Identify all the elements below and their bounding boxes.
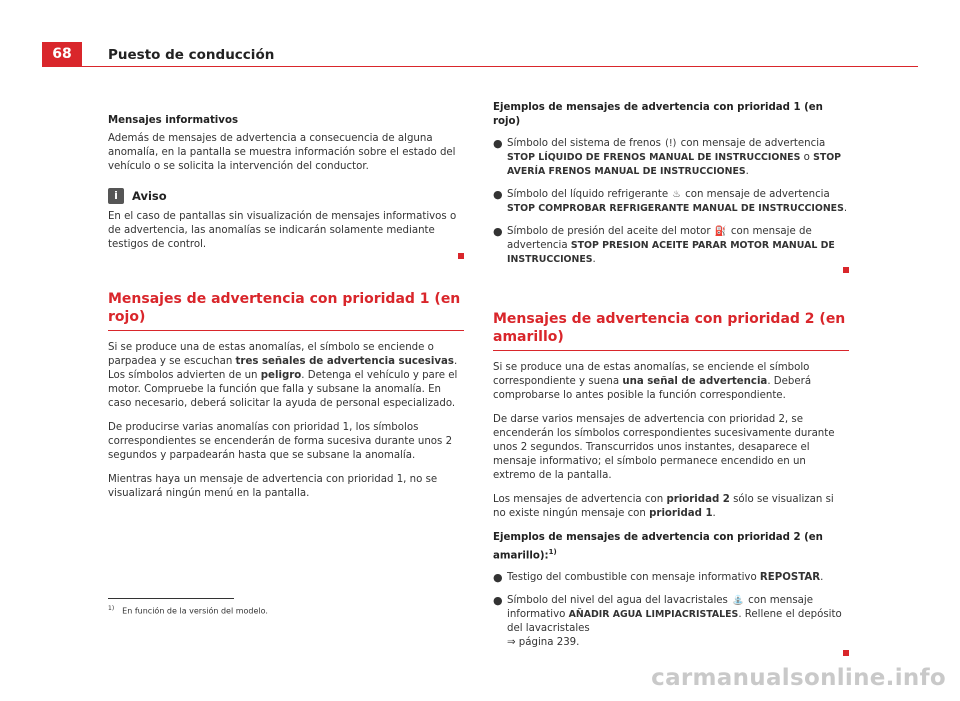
aviso-label: Aviso bbox=[132, 189, 167, 203]
list-item: ● Símbolo del sistema de frenos (!) con mensaje de advertencia STOP LÍQUIDO DE FRENOS MANUAL DE INSTRUCCIONES o STOP AVERÍA FRENOS MANUAL DE INSTRUCCIONES. bbox=[493, 137, 842, 177]
info-text: Además de mensajes de advertencia a consecuencia de alguna anomalía, en la pantalla se muestra información sobre el estado del vehículo o se solicita la intervención del conductor. bbox=[108, 133, 456, 172]
watermark: carmanualsonline.info bbox=[651, 665, 946, 691]
page-title: Puesto de conducción bbox=[108, 47, 275, 63]
bullet-icon: ● bbox=[493, 594, 503, 608]
list-item: ● Símbolo del nivel del agua del lavacristales ⛲ con mensaje informativo AÑADIR AGUA LIMPIACRISTALES. Rellene el depósito del lavacristales ⇒ página 239. bbox=[493, 594, 842, 649]
page-link[interactable]: ⇒ página 239. bbox=[507, 637, 580, 649]
section1-title: Mensajes de advertencia con prioridad 1 (en rojo) bbox=[108, 291, 461, 325]
page-number: 68 bbox=[42, 42, 82, 66]
footnote-ref: 1) bbox=[548, 548, 557, 556]
footnote bbox=[108, 605, 268, 616]
aviso-text: En el caso de pantallas sin visualización de mensajes informativos o de advertencia, las anomalías se indicarán solamente mediante testigos de control. bbox=[108, 211, 457, 250]
examples2-heading: Ejemplos de mensajes de advertencia con prioridad 2 (en amarillo):$^{1)}$ bbox=[493, 532, 823, 562]
section2-title: Mensajes de advertencia con prioridad 2 (en amarillo) bbox=[493, 311, 846, 345]
priority2-paragraph: Si se produce una de estas anomalías, se enciende el símbolo correspondiente y suena una señal de advertencia. Deberá comprobarse lo antes posible la función correspondiente. bbox=[493, 362, 812, 401]
end-square-icon bbox=[843, 267, 849, 273]
footnote-rule bbox=[108, 598, 234, 599]
aviso-header bbox=[108, 188, 464, 204]
list-item: ● Testigo del combustible con mensaje informativo REPOSTAR. bbox=[493, 571, 824, 585]
coolant-icon: ♨ bbox=[672, 189, 681, 200]
bullet-icon: ● bbox=[493, 188, 503, 201]
info-icon: i bbox=[108, 188, 124, 204]
left-column bbox=[108, 114, 464, 511]
priority2-condition-paragraph: Los mensajes de advertencia con prioridad 2 sólo se visualizan si no existe ningún mensaje con prioridad 1. bbox=[493, 494, 834, 519]
end-square-icon bbox=[843, 650, 849, 656]
examples1-heading: Ejemplos de mensajes de advertencia con prioridad 1 (en rojo) bbox=[493, 102, 823, 127]
washer-fluid-icon: ⛲ bbox=[732, 595, 744, 607]
brake-system-icon: (!) bbox=[665, 138, 677, 149]
right-column bbox=[493, 101, 849, 671]
priority2-multiple-paragraph: De darse varios mensajes de advertencia con prioridad 2, se encenderán los símbolos correspondientes sucesivamente durante unos 2 segundos. Transcurridos unos instantes, desaparece el mensaje informativo; el símbolo permanece encendido en un extremo de la pantalla. bbox=[493, 414, 835, 481]
info-heading: Mensajes informativos bbox=[108, 115, 239, 126]
footnote-mark: 1) bbox=[108, 605, 115, 612]
priority1-menu-paragraph: Mientras haya un mensaje de advertencia con prioridad 1, no se visualizará ningún menú en la pantalla. bbox=[108, 474, 438, 499]
priority1-multiple-paragraph: De producirse varias anomalías con prioridad 1, los símbolos correspondientes se encenderán de forma sucesiva durante unos 2 segundos y parpadearán hasta que se subsane la anomalía. bbox=[108, 422, 453, 461]
priority1-paragraph: Si se produce una de estas anomalías, el símbolo se enciende o parpadea y se escuchan tres señales de advertencia sucesivas. Los símbolos advierten de un peligro. Detenga el vehículo y pare el motor. Compruebe la función que falla y subsane la anomalía. En caso necesario, deberá solicitar la ayuda de personal especializado. bbox=[108, 342, 458, 409]
section1-rule bbox=[108, 330, 464, 331]
end-square-icon bbox=[458, 253, 464, 259]
footnote-text: En función de la versión del modelo. bbox=[122, 606, 268, 616]
bullet-icon: ● bbox=[493, 571, 503, 585]
bullet-icon: ● bbox=[493, 225, 503, 238]
oil-pressure-icon: ⛽ bbox=[714, 226, 727, 237]
list-item: ● Símbolo de presión del aceite del motor ⛽ con mensaje de advertencia STOP PRESION ACEITE PARAR MOTOR MANUAL DE INSTRUCCIONES. bbox=[493, 225, 835, 265]
section2-rule bbox=[493, 350, 849, 351]
section-end-mark bbox=[108, 250, 464, 264]
header-rule bbox=[42, 66, 918, 67]
bullet-icon: ● bbox=[493, 137, 503, 150]
list-item: ● Símbolo del líquido refrigerante ♨ con mensaje de advertencia STOP COMPROBAR REFRIGERANTE MANUAL DE INSTRUCCIONES. bbox=[493, 188, 848, 214]
